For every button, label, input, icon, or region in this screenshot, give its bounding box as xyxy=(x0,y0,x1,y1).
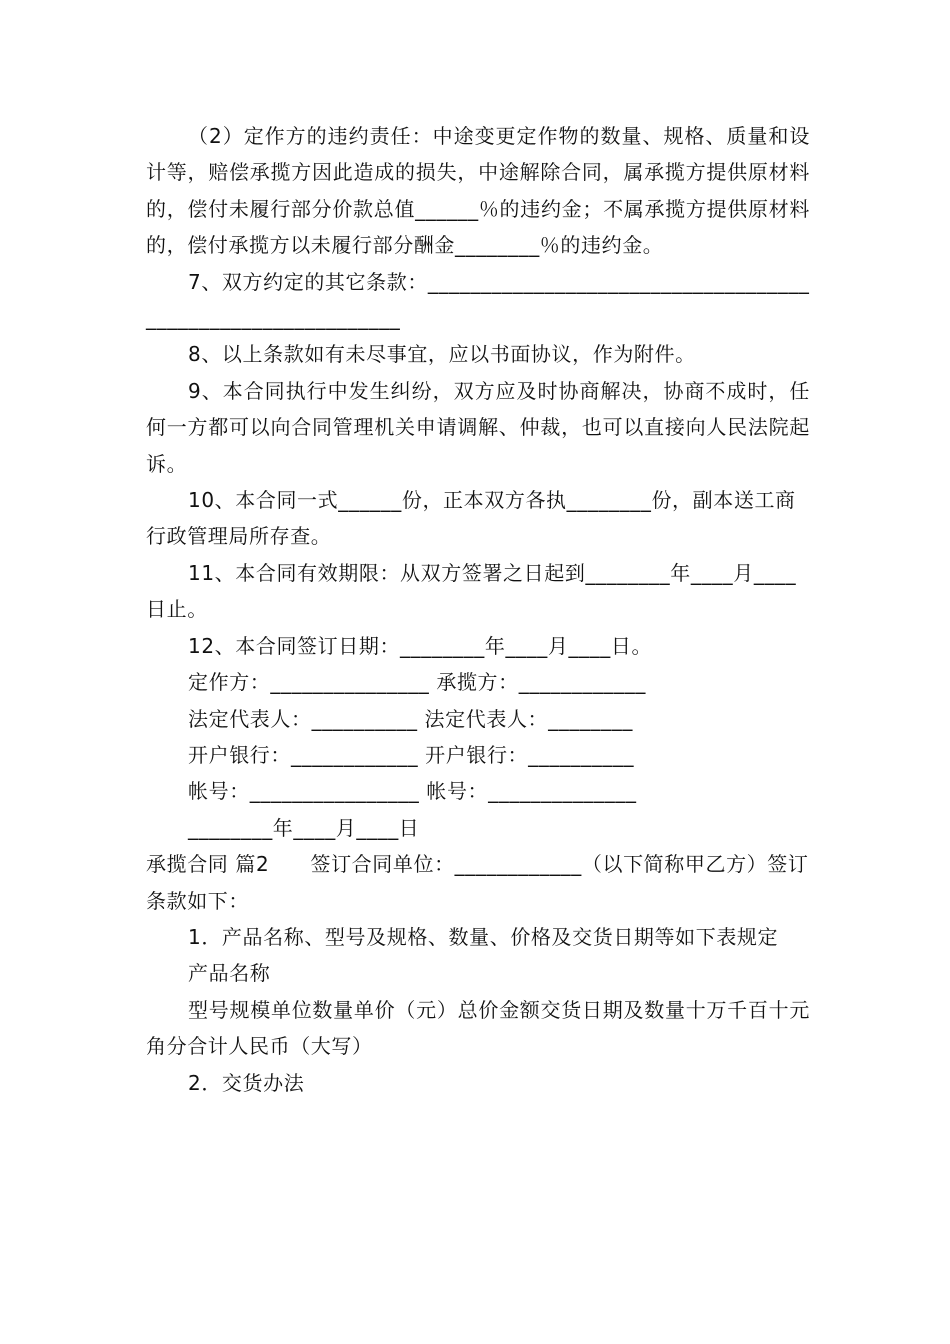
signature-account: 帐号：________________ 帐号：______________ xyxy=(188,779,637,804)
contract-2-item-2: 2．交货办法 xyxy=(188,1070,305,1095)
clause-9-dispute: 9、本合同执行中发生纠纷，双方应及时协商解决，协商不成时，任何一方都可以向合同管理机关申请调解、仲裁，也可以直接向人民法院起诉。 xyxy=(146,378,810,476)
contract-2-item-1: 1．产品名称、型号及规格、数量、价格及交货日期等如下表规定 xyxy=(188,924,779,949)
clause-2-breach: （2）定作方的违约责任：中途变更定作物的数量、规格、质量和设计等，赔偿承揽方因此造成的损失，中途解除合同，属承揽方提供原材料的，偿付未履行部分价款总值______％的违约金；不属承揽方提供原材料的，偿付承揽方以未履行部分酬金________％的违约金。 xyxy=(146,124,810,258)
clause-7-other-terms: 7、双方约定的其它条款：____________________________________________________________ xyxy=(146,269,810,331)
clause-8-supplement: 8、以上条款如有未尽事宜，应以书面协议，作为附件。 xyxy=(188,342,696,367)
contract-2-heading: 承揽合同 篇2 签订合同单位：____________（以下简称甲乙方）签订条款如下： xyxy=(146,852,809,913)
clause-12-sign-date: 12、本合同签订日期：________年____月____日。 xyxy=(188,633,653,658)
signature-bank: 开户银行：____________ 开户银行：__________ xyxy=(188,742,635,767)
signature-parties: 定作方：_______________ 承揽方：____________ xyxy=(188,670,646,695)
table-columns-text: 型号规模单位数量单价（元）总价金额交货日期及数量十万千百十元角分合计人民币（大写） xyxy=(146,997,810,1059)
document-body xyxy=(146,118,810,1101)
signature-date: ________年____月____日 xyxy=(188,815,420,840)
signature-legal-representative: 法定代表人：__________ 法定代表人：________ xyxy=(188,706,633,731)
clause-11-validity: 11、本合同有效期限：从双方签署之日起到________年____月____日止。 xyxy=(146,560,797,622)
clause-10-copies: 10、本合同一式______份，正本双方各执________份，副本送工商行政管理局所存查。 xyxy=(146,488,796,549)
product-name-label: 产品名称 xyxy=(188,961,271,986)
